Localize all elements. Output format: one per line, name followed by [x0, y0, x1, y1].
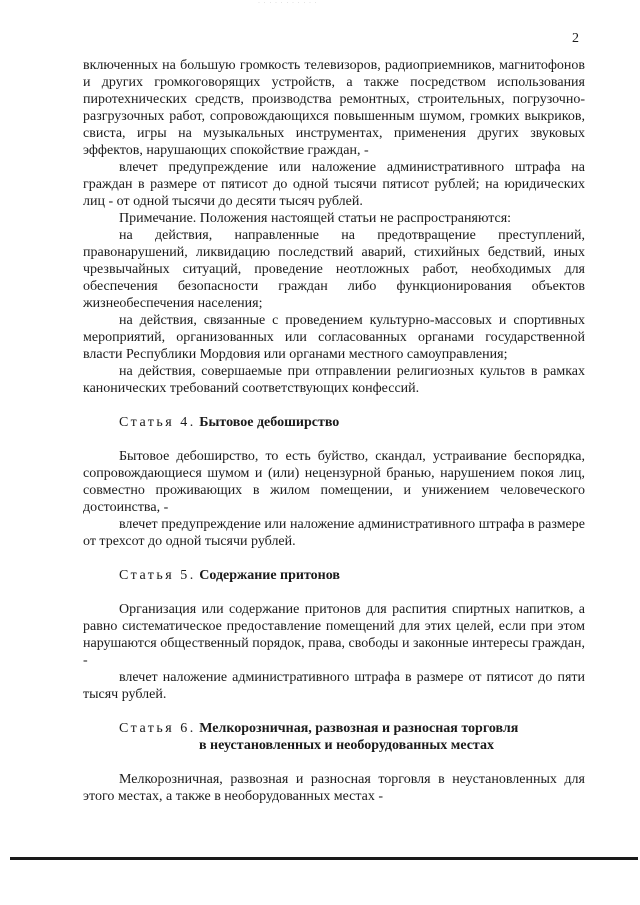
article-5-text: Организация или содержание притонов для распития спиртных напитков, а равно систематическое предоставление помещений для этих целей, если при этом нарушаются общественный порядок, права, свободы и законные интересы граждан, - [83, 602, 585, 668]
article-4-title: Бытовое дебоширство [199, 415, 340, 430]
article-3-note-item-3: на действия, совершаемые при отправлении религиозных культов в рамках канонических требований соответствующих конфессий. [83, 364, 585, 396]
article-3-text-continued: включенных на большую громкость телевизоров, радиоприемников, магнитофонов и других громкоговорящих устройств, а также посредством использования пиротехнических средств, производства ремонтных, строительных, погрузочно-разгрузочных работ, сопровождающихся повышенным шумом, громких выкриков, свиста, игры на музыкальных инструментах, применения других звуковых эффектов, нарушающих спокойствие граждан, - [83, 58, 585, 158]
article-6-text: Мелкорозничная, развозная и разносная торговля в неустановленных для этого местах, а также в необорудованных местах - [83, 772, 585, 804]
article-4-sanction: влечет предупреждение или наложение административного штрафа в размере от трехсот до одной тысячи рублей. [83, 517, 585, 549]
article-6-title-line-1: Мелкорозничная, развозная и разносная торговля [199, 721, 519, 736]
article-4-label: Статья 4. [119, 415, 196, 430]
article-4-text: Бытовое дебоширство, то есть буйство, скандал, устраивание беспорядка, сопровождающиеся шумом и (или) нецензурной бранью, нарушением покоя лиц, совместно проживающих в жилом помещении, и унижением человеческого достоинства, - [83, 449, 585, 515]
scan-header-mark: · · · · · · · · · · · [258, 0, 318, 6]
article-5-sanction: влечет наложение административного штрафа в размере от пятисот до пяти тысяч рублей. [83, 670, 585, 702]
article-4-heading [83, 414, 585, 431]
document-body [83, 57, 585, 805]
article-5-label: Статья 5. [119, 568, 196, 583]
article-3-note-item-2: на действия, связанные с проведением культурно-массовых и спортивных мероприятий, организованных или согласованных органами государственной власти Республики Мордовия или органами местного самоуправления; [83, 313, 585, 362]
article-3-sanction: влечет предупреждение или наложение административного штрафа на граждан в размере от пятисот до одной тысячи пятисот рублей; на юридических лиц - от одной тысячи до десяти тысяч рублей. [83, 160, 585, 209]
article-5-title: Содержание притонов [199, 568, 340, 583]
article-5-heading [83, 567, 585, 584]
article-6-label: Статья 6. [119, 721, 196, 736]
article-3-note: Примечание. Положения настоящей статьи не распространяются: [119, 211, 512, 226]
page-bottom-border [10, 857, 638, 860]
article-6-title-line-2: в неустановленных и необорудованных местах [199, 738, 494, 753]
page-number: 2 [572, 31, 579, 46]
article-6-heading [83, 720, 585, 737]
article-3-note-item-1: на действия, направленные на предотвращение преступлений, правонарушений, ликвидацию последствий аварий, стихийных бедствий, иных чрезвычайных ситуаций, проведение неотложных работ, необходимых для обеспечения безопасности граждан либо функционирования объектов жизнеобеспечения населения; [83, 228, 585, 311]
